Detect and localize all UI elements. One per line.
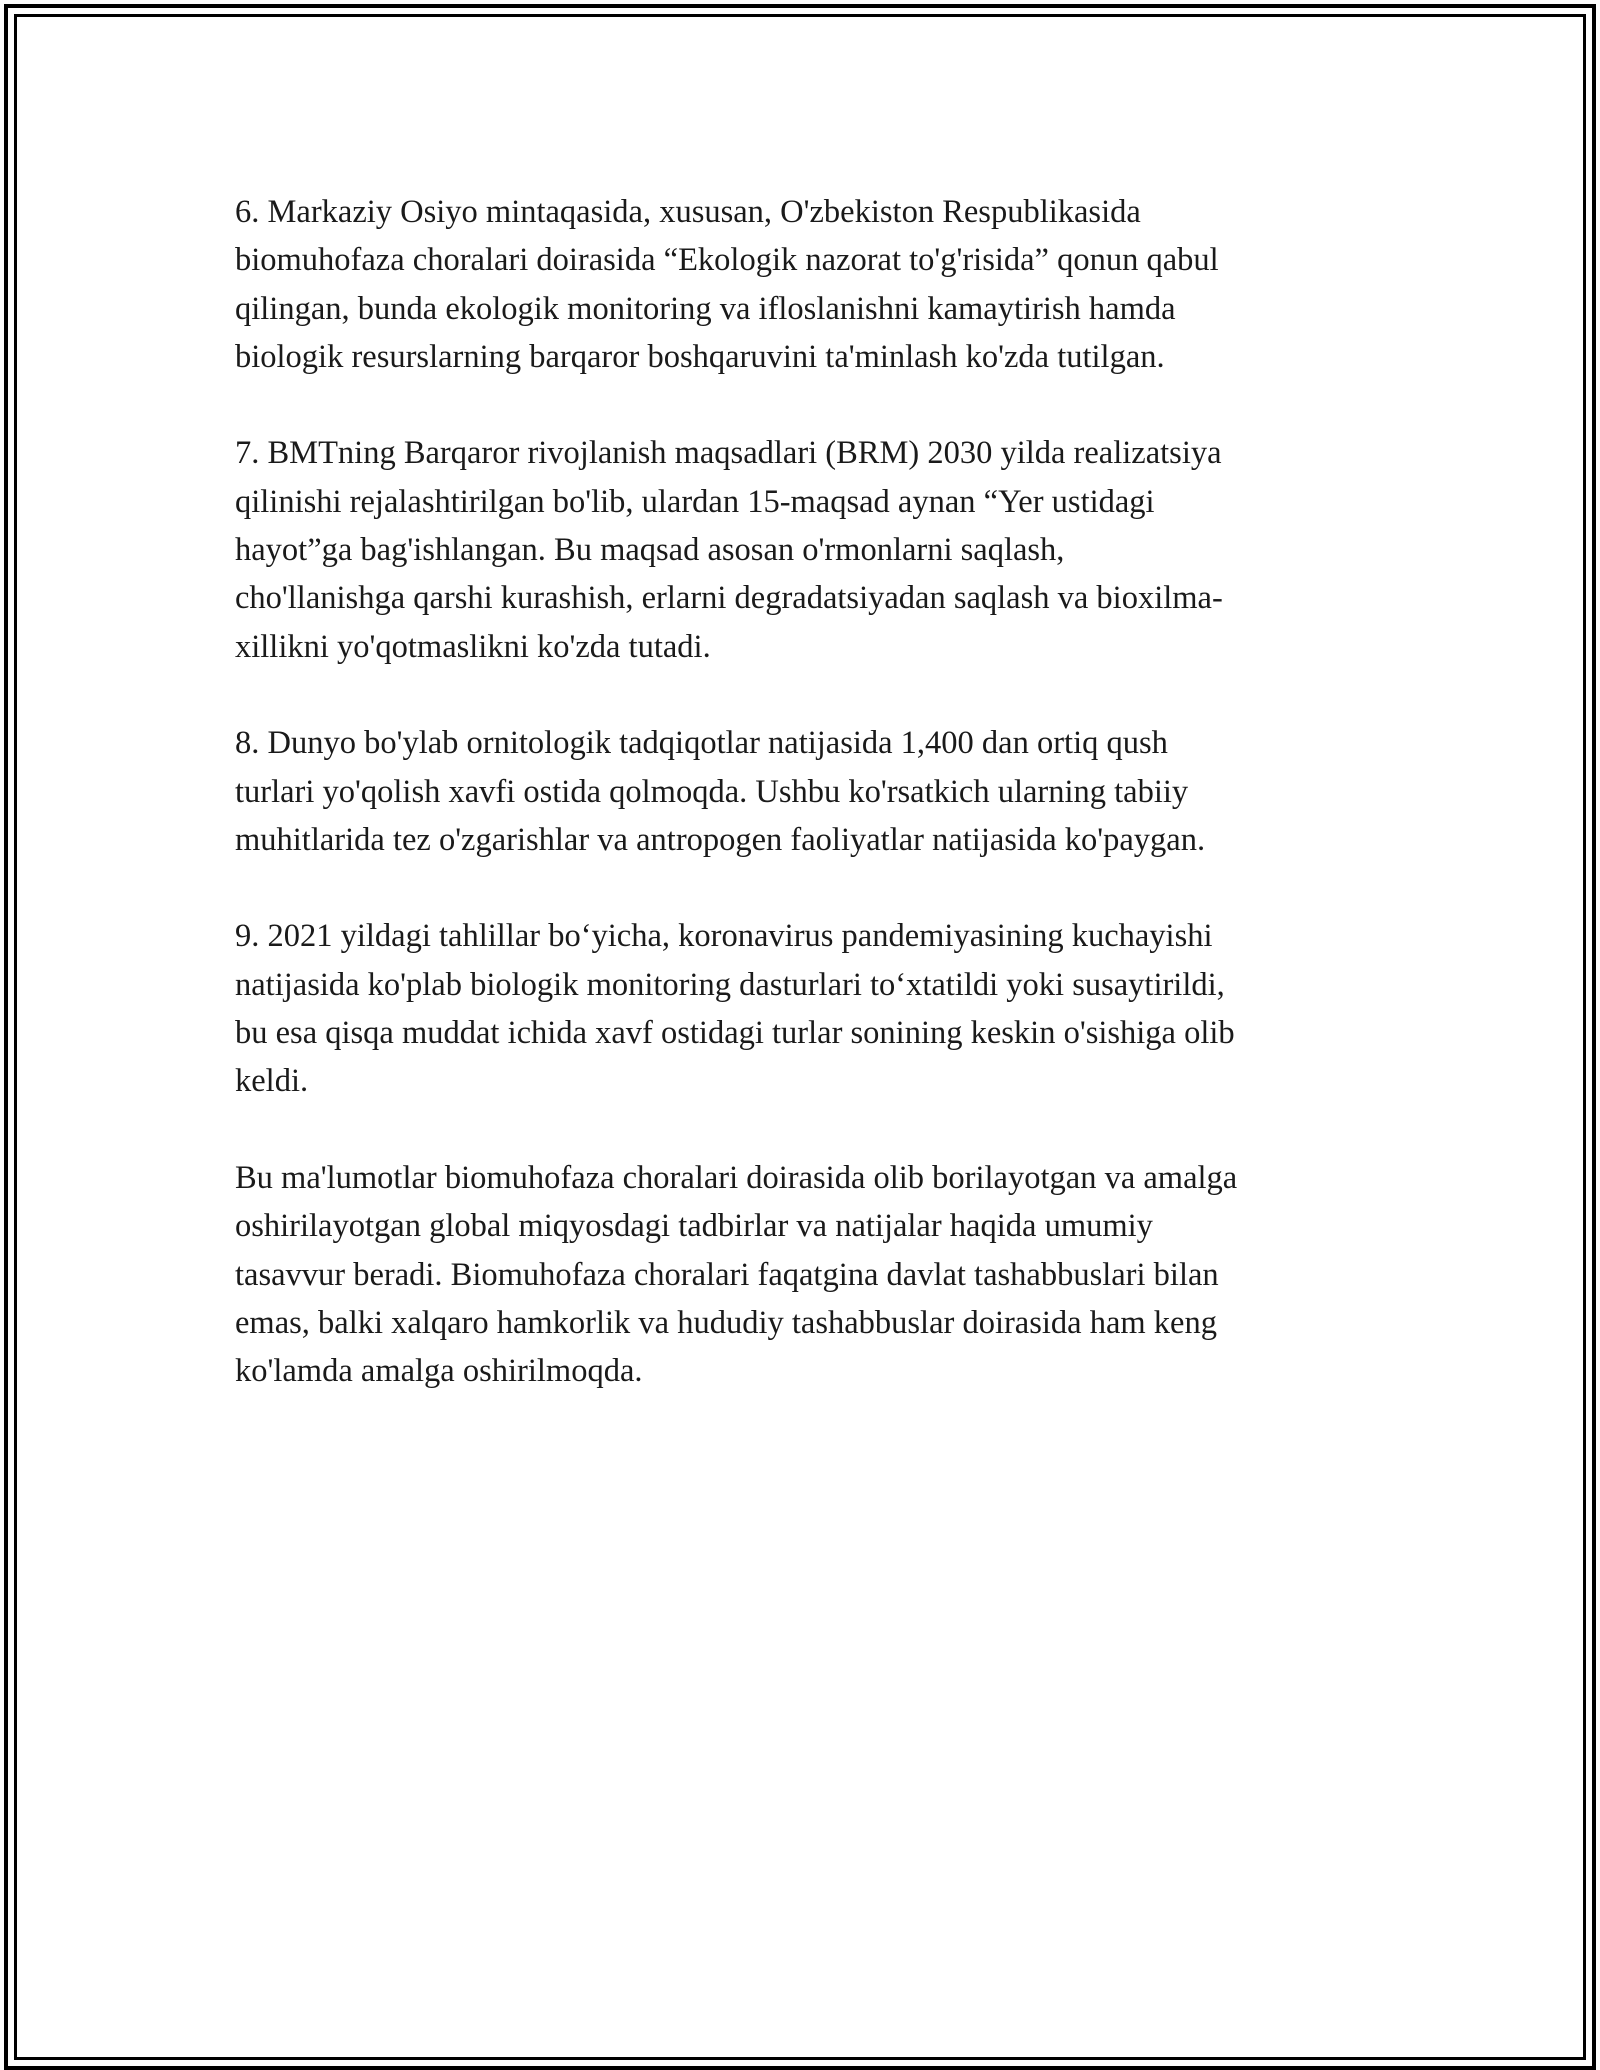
paragraph-9: 9. 2021 yildagi tahlillar bo‘yicha, koronavirus pandemiyasining kuchayishi natijasida ko'plab biologik monitoring dasturlari to‘xtatildi yoki susaytirildi, bu esa qisqa muddat ichida xavf ostidagi turlar sonining keskin o'sishiga olib keldi. xyxy=(235,918,1235,1100)
document-body xyxy=(235,188,1385,1444)
paragraph-summary: Bu ma'lumotlar biomuhofaza choralari doirasida olib borilayotgan va amalga oshirilayotgan global miqyosdagi tadbirlar va natijalar haqida umumiy tasavvur beradi. Biomuhofaza choralari faqatgina davlat tashabbuslari bilan emas, balki xalqaro hamkorlik va hududiy tashabbuslar doirasida ham keng ko'lamda amalga oshirilmoqda. xyxy=(235,1159,1238,1390)
paragraph-8: 8. Dunyo bo'ylab ornitologik tadqiqotlar natijasida 1,400 dan ortiq qush turlari yo'qolish xavfi ostida qolmoqda. Ushbu ko'rsatkich ularning tabiiy muhitlarida tez o'zgarishlar va antropogen faoliyatlar natijasida ko'paygan. xyxy=(235,725,1206,858)
paragraph-7: 7. BMTning Barqaror rivojlanish maqsadlari (BRM) 2030 yilda realizatsiya qilinishi rejalashtirilgan bo'lib, ulardan 15-maqsad aynan “Yer ustidagi hayot”ga bag'ishlangan. Bu maqsad asosan o'rmonlarni saqlash, cho'llanishga qarshi kurashish, erlarni degradatsiyadan saqlash va bioxilma- xillikni yo'qotmaslikni ko'zda tutadi. xyxy=(235,435,1223,665)
paragraph-6: 6. Markaziy Osiyo mintaqasida, xususan, O'zbekiston Respublikasida biomuhofaza choralari doirasida “Ekologik nazorat to'g'risida” qonun qabul qilingan, bunda ekologik monitoring va ifloslanishni kamaytirish hamda biologik resurslarning barqaror boshqaruvini ta'minlash ko'zda tutilgan. xyxy=(235,194,1219,375)
